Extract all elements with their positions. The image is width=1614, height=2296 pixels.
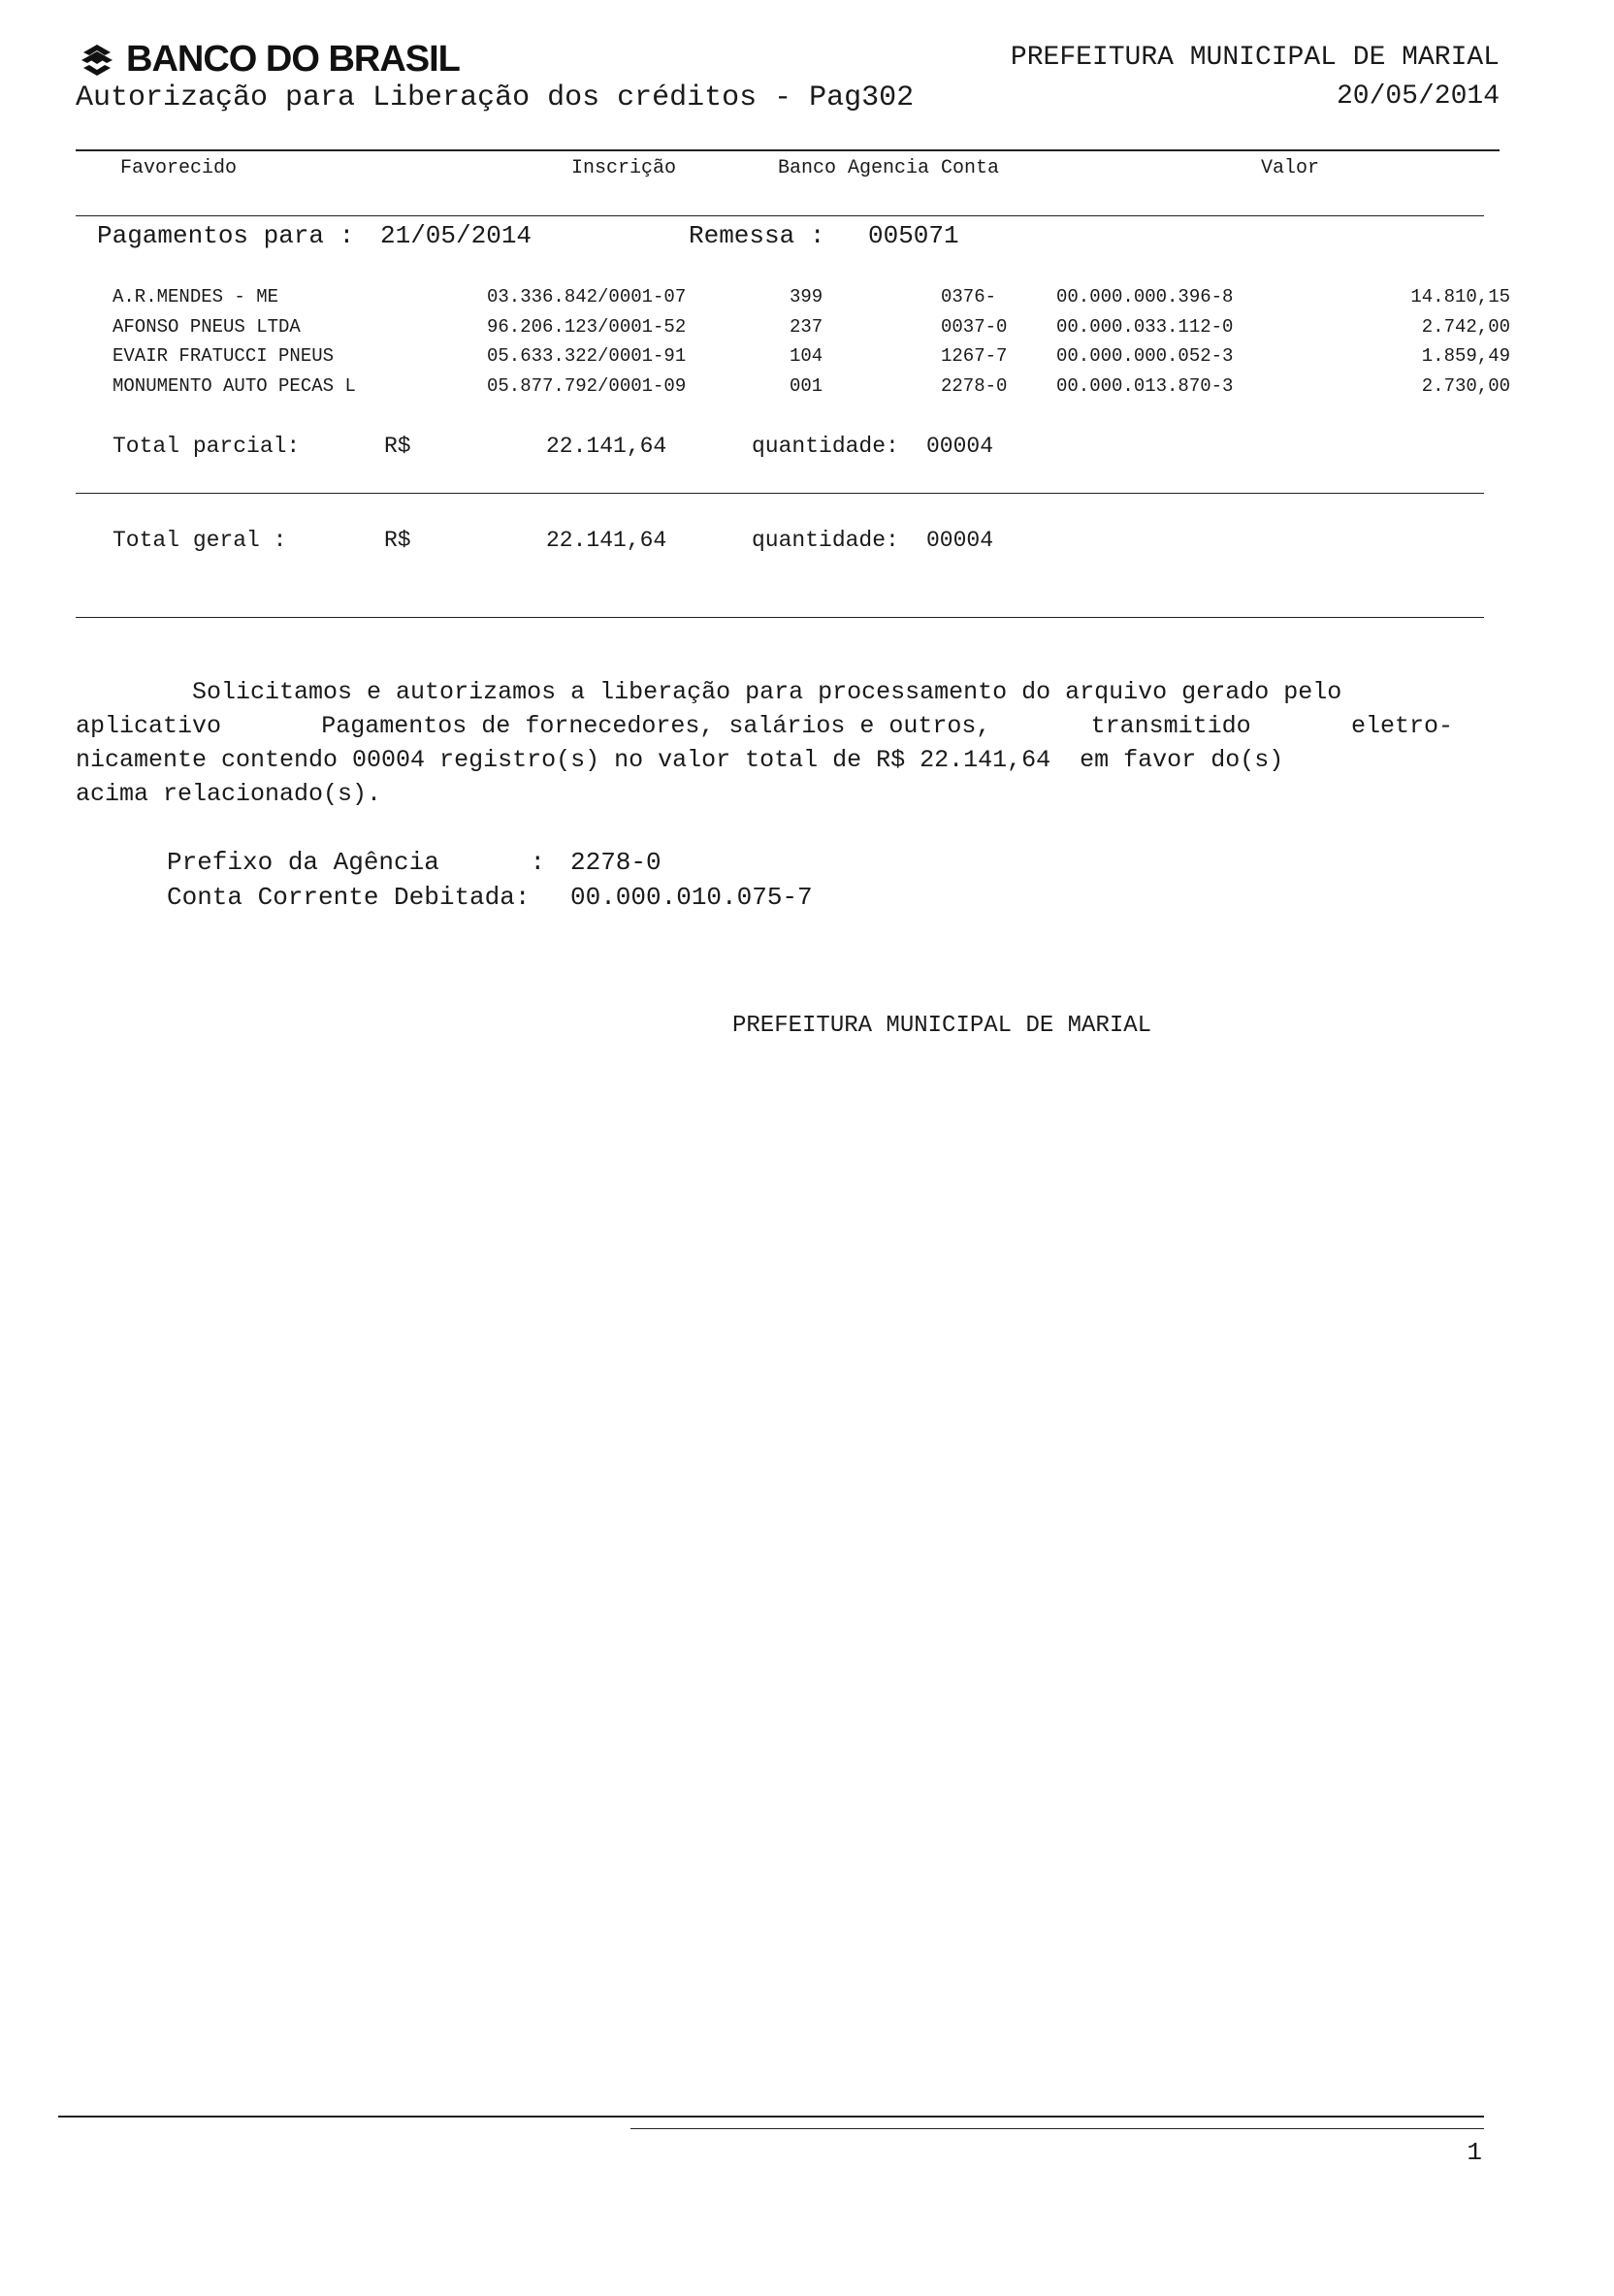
row-agencia: 0376- <box>941 286 997 307</box>
col-header-valor: Valor <box>1261 157 1320 179</box>
row-agencia: 0037-0 <box>941 316 1008 338</box>
paragraph-word: eletro- <box>1350 712 1453 740</box>
col-header-banco-agencia-conta: Banco Agencia Conta <box>778 157 1000 179</box>
page-number: 1 <box>1467 2138 1482 2167</box>
grand-total-qty-label: quantidade: <box>752 528 899 553</box>
row-favorecido: EVAIR FRATUCCI PNEUS <box>113 345 335 367</box>
row-conta: 00.000.013.870-3 <box>1056 375 1234 397</box>
row-valor: 1.859,49 <box>1421 345 1510 367</box>
document-date: 20/05/2014 <box>1336 81 1500 112</box>
grand-total-rule <box>76 617 1484 618</box>
partial-total-qty-label: quantidade: <box>752 434 899 459</box>
row-inscricao: 05.633.322/0001-91 <box>487 345 687 367</box>
paragraph-word: Pagamentos de fornecedores, salários e outros, <box>321 712 991 740</box>
agency-prefix: 2278-0 <box>570 848 662 877</box>
row-banco: 237 <box>790 316 823 338</box>
col-header-favorecido: Favorecido <box>120 157 238 179</box>
debited-account-label: Conta Corrente Debitada: <box>167 883 531 912</box>
paragraph-line: Solicitamos e autorizamos a liberação para processamento do arquivo gerado pelo <box>76 678 1342 706</box>
authorization-paragraph <box>76 675 1453 811</box>
columns-rule <box>76 215 1484 216</box>
bank-name: BANCO DO BRASIL <box>126 39 460 80</box>
partial-total-label: Total parcial: <box>113 434 301 459</box>
grand-total-amount: 22.141,64 <box>546 528 667 553</box>
payment-date: 21/05/2014 <box>380 221 533 250</box>
row-conta: 00.000.033.112-0 <box>1056 316 1234 338</box>
row-valor: 2.730,00 <box>1421 375 1510 397</box>
row-inscricao: 05.877.792/0001-09 <box>487 375 687 397</box>
partial-total-qty: 00004 <box>926 434 994 459</box>
row-agencia: 2278-0 <box>941 375 1008 397</box>
row-valor: 2.742,00 <box>1421 316 1510 338</box>
partial-total-rule <box>76 493 1484 494</box>
row-inscricao: 96.206.123/0001-52 <box>487 316 687 338</box>
debited-account: 00.000.010.075-7 <box>570 883 813 912</box>
partial-total-amount: 22.141,64 <box>546 434 667 459</box>
row-valor: 14.810,15 <box>1410 286 1510 307</box>
bank-logo <box>78 39 460 81</box>
row-banco: 001 <box>790 375 823 397</box>
remessa-number: 005071 <box>868 221 959 250</box>
row-favorecido: AFONSO PNEUS LTDA <box>113 316 301 338</box>
paragraph-line: acima relacionado(s). <box>76 780 382 808</box>
col-header-inscricao: Inscrição <box>571 157 677 179</box>
organization-name: PREFEITURA MUNICIPAL DE MARIAL <box>1010 43 1500 73</box>
signature-organization: PREFEITURA MUNICIPAL DE MARIAL <box>732 1013 1152 1039</box>
grand-total-qty: 00004 <box>926 528 994 553</box>
remessa-label: Remessa : <box>689 221 825 250</box>
row-conta: 00.000.000.396-8 <box>1056 286 1234 307</box>
grand-total-label: Total geral : <box>113 528 287 553</box>
paragraph-line: nicamente contendo 00004 registro(s) no valor total de R$ 22.141,64 em favor do(s) <box>76 746 1284 774</box>
row-banco: 399 <box>790 286 823 307</box>
partial-total-currency: R$ <box>384 434 411 459</box>
paragraph-line <box>76 709 1453 743</box>
row-favorecido: A.R.MENDES - ME <box>113 286 279 307</box>
row-agencia: 1267-7 <box>941 345 1008 367</box>
row-inscricao: 03.336.842/0001-07 <box>487 286 687 307</box>
footer-rule <box>58 2116 1484 2118</box>
paragraph-word: aplicativo <box>76 712 222 740</box>
grand-total-currency: R$ <box>384 528 411 553</box>
banco-do-brasil-logo-icon <box>78 41 116 80</box>
payment-date-label: Pagamentos para : <box>97 221 355 250</box>
header-rule <box>76 149 1500 151</box>
paragraph-word: transmitido <box>1090 712 1251 740</box>
row-favorecido: MONUMENTO AUTO PECAS L <box>113 375 356 397</box>
footer-rule-short <box>630 2128 1484 2129</box>
agency-prefix-label: Prefixo da Agência : <box>167 848 546 877</box>
document-title: Autorização para Liberação dos créditos - Pag302 <box>76 81 915 114</box>
row-conta: 00.000.000.052-3 <box>1056 345 1234 367</box>
row-banco: 104 <box>790 345 823 367</box>
